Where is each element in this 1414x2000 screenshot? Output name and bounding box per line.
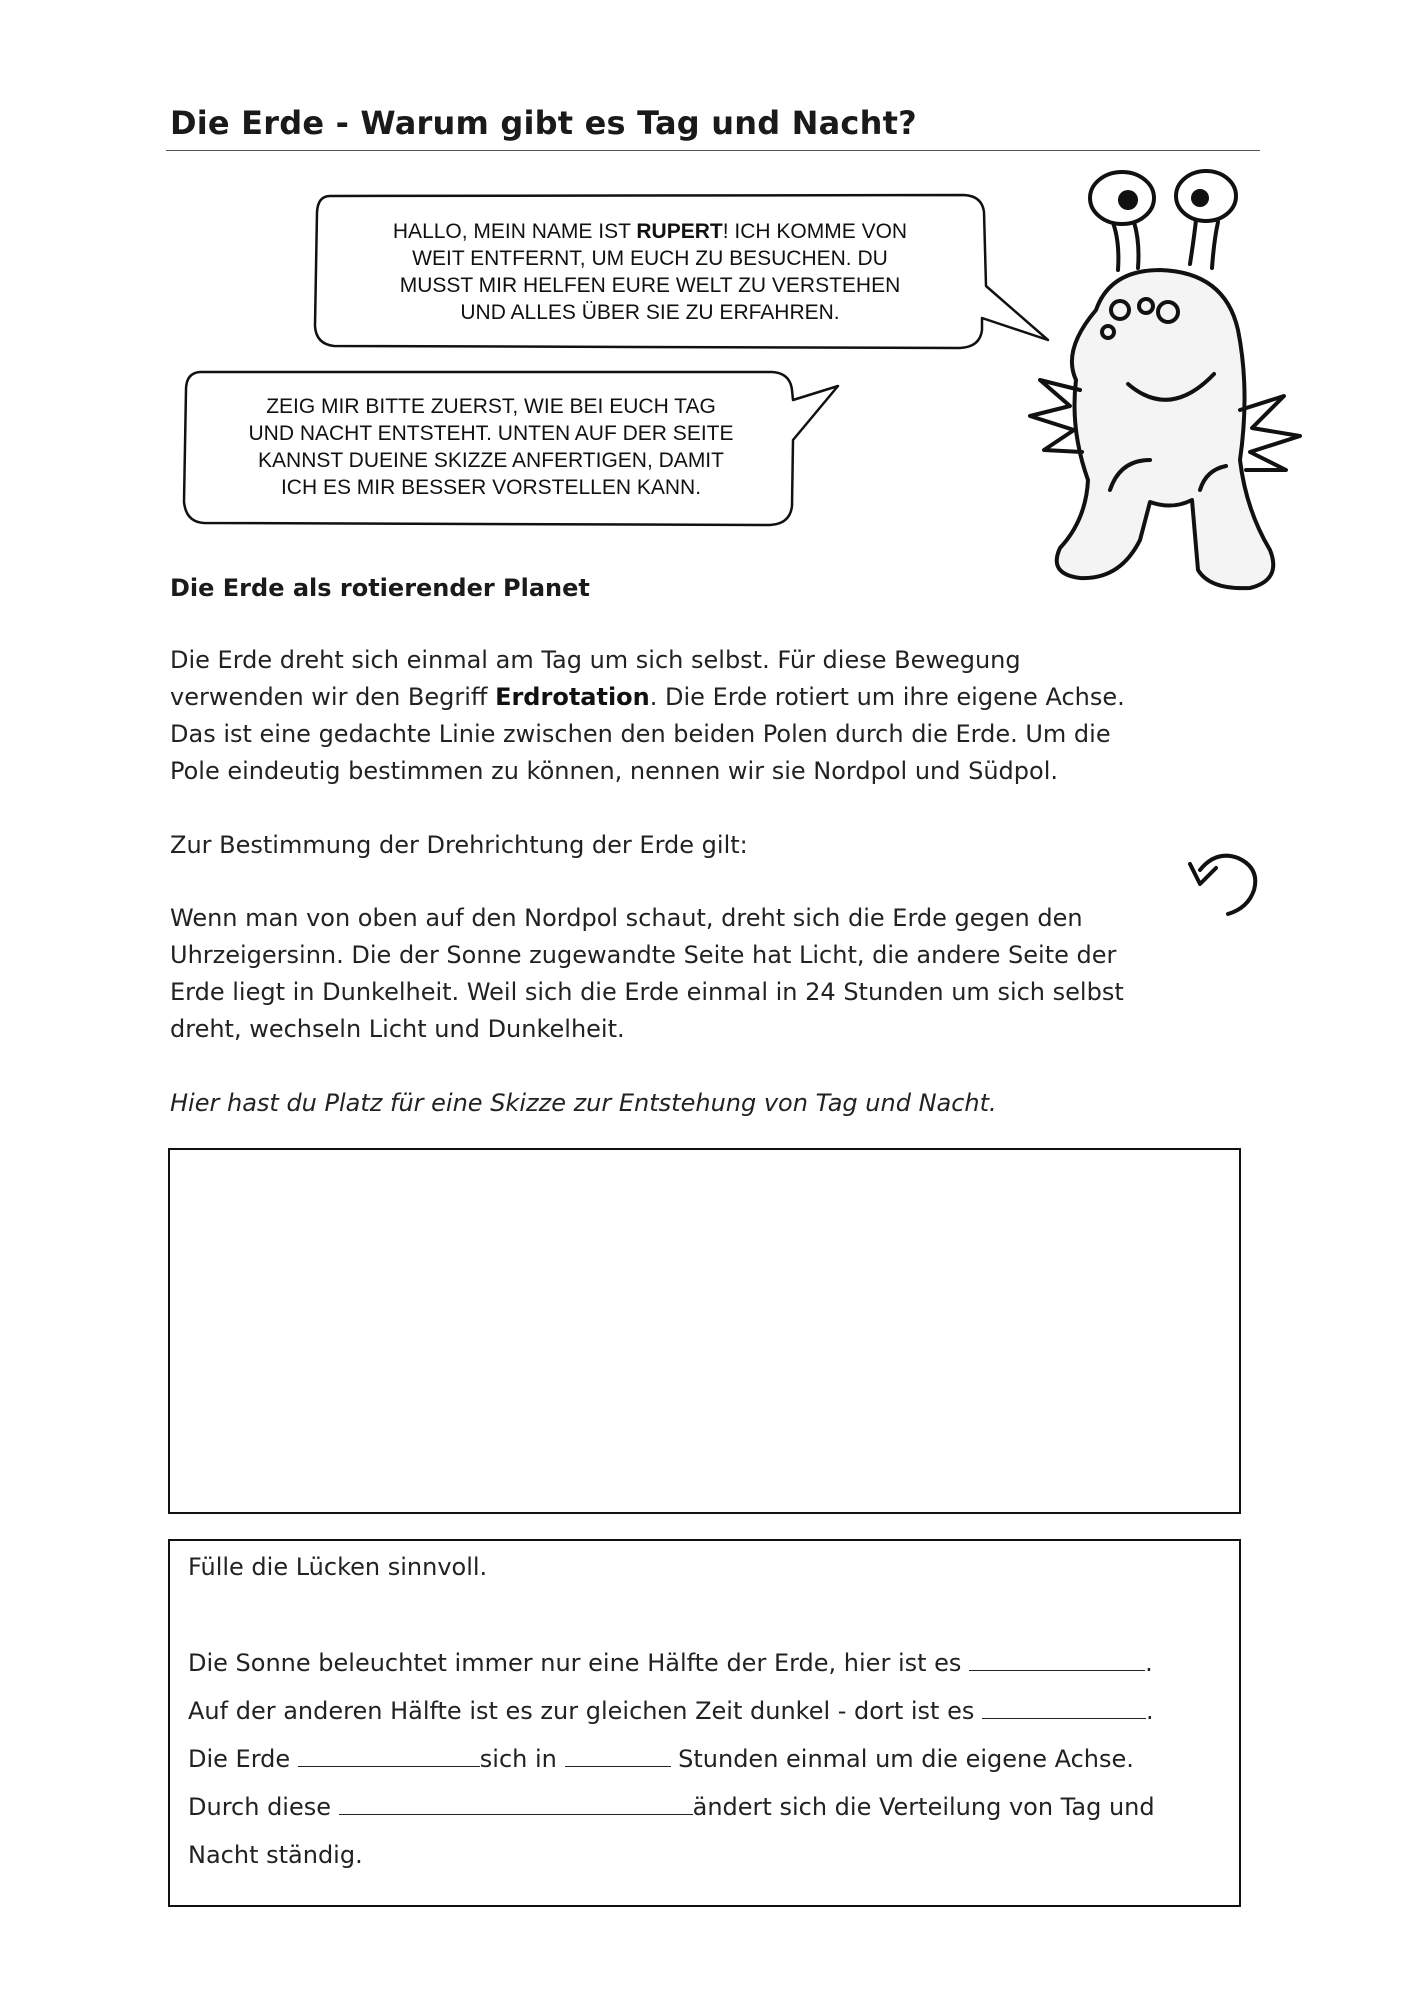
sketch-area[interactable] (168, 1148, 1241, 1514)
fill-in-task-box (168, 1539, 1241, 1907)
rupert-name: RUPERT (636, 220, 723, 243)
speech-bubble-2-text: ZEIG MIR BITTE ZUERST, WIE BEI EUCH TAG UND NACHT ENTSTEHT. UNTEN AUF DER SEITE KANNST DUEINE SKIZZE ANFERTIGEN, DAMIT ICH ES MIR BESSER VORSTELLEN KANN. (248, 395, 734, 499)
blank-5[interactable] (339, 1794, 693, 1815)
blank-3[interactable] (298, 1746, 480, 1767)
paragraph-erdrotation: Die Erde dreht sich einmal am Tag um sich selbst. Für diese Bewegung verwenden wir den Begriff Erdrotation. Die Erde rotiert um ihre eigene Achse. Das ist eine gedachte Linie zwischen den beiden Polen durch die Erde. Um die Pole eindeutig bestimmen zu können, nennen wir sie Nordpol und Südpol. (170, 646, 1125, 785)
sketch-prompt: Hier hast du Platz für eine Skizze zur Entstehung von Tag und Nacht. (170, 1089, 997, 1117)
term-erdrotation: Erdrotation (495, 683, 650, 711)
blank-2[interactable] (982, 1698, 1146, 1719)
task-sentence-5: Nacht ständig. (188, 1841, 363, 1869)
task-sentence-4: Durch diese ändert sich die Verteilung von Tag und (188, 1793, 1155, 1821)
alien-rupert-illustration (1000, 160, 1320, 600)
task-sentence-3: Die Erde sich in Stunden einmal um die eigene Achse. (188, 1745, 1134, 1773)
task-instruction: Fülle die Lücken sinnvoll. (188, 1553, 488, 1581)
task-sentence-2: Auf der anderen Hälfte ist es zur gleichen Zeit dunkel - dort ist es . (188, 1697, 1154, 1725)
paragraph-drehrichtung: Wenn man von oben auf den Nordpol schaut, dreht sich die Erde gegen den Uhrzeigersinn. Die der Sonne zugewandte Seite hat Licht, die andere Seite der Erde liegt in Dunkelheit. Weil sich die Erde einmal in 24 Stunden um sich selbst dreht, wechseln Licht und Dunkelheit. (170, 904, 1124, 1043)
task-sentence-1: Die Sonne beleuchtet immer nur eine Hälfte der Erde, hier ist es . (188, 1649, 1153, 1677)
section-heading: Die Erde als rotierender Planet (170, 574, 590, 602)
paragraph-drehrichtung-intro: Zur Bestimmung der Drehrichtung der Erde gilt: (170, 831, 748, 859)
page-title: Die Erde - Warum gibt es Tag und Nacht? (170, 104, 917, 142)
blank-1[interactable] (969, 1650, 1145, 1671)
blank-4[interactable] (565, 1746, 671, 1767)
speech-bubble-1-text: HALLO, MEIN NAME IST RUPERT! ICH KOMME VON WEIT ENTFERNT, UM EUCH ZU BESUCHEN. DU MUSST MIR HELFEN EURE WELT ZU VERSTEHEN UND ALLES ÜBER SIE ZU ERFAHREN. (392, 220, 908, 324)
